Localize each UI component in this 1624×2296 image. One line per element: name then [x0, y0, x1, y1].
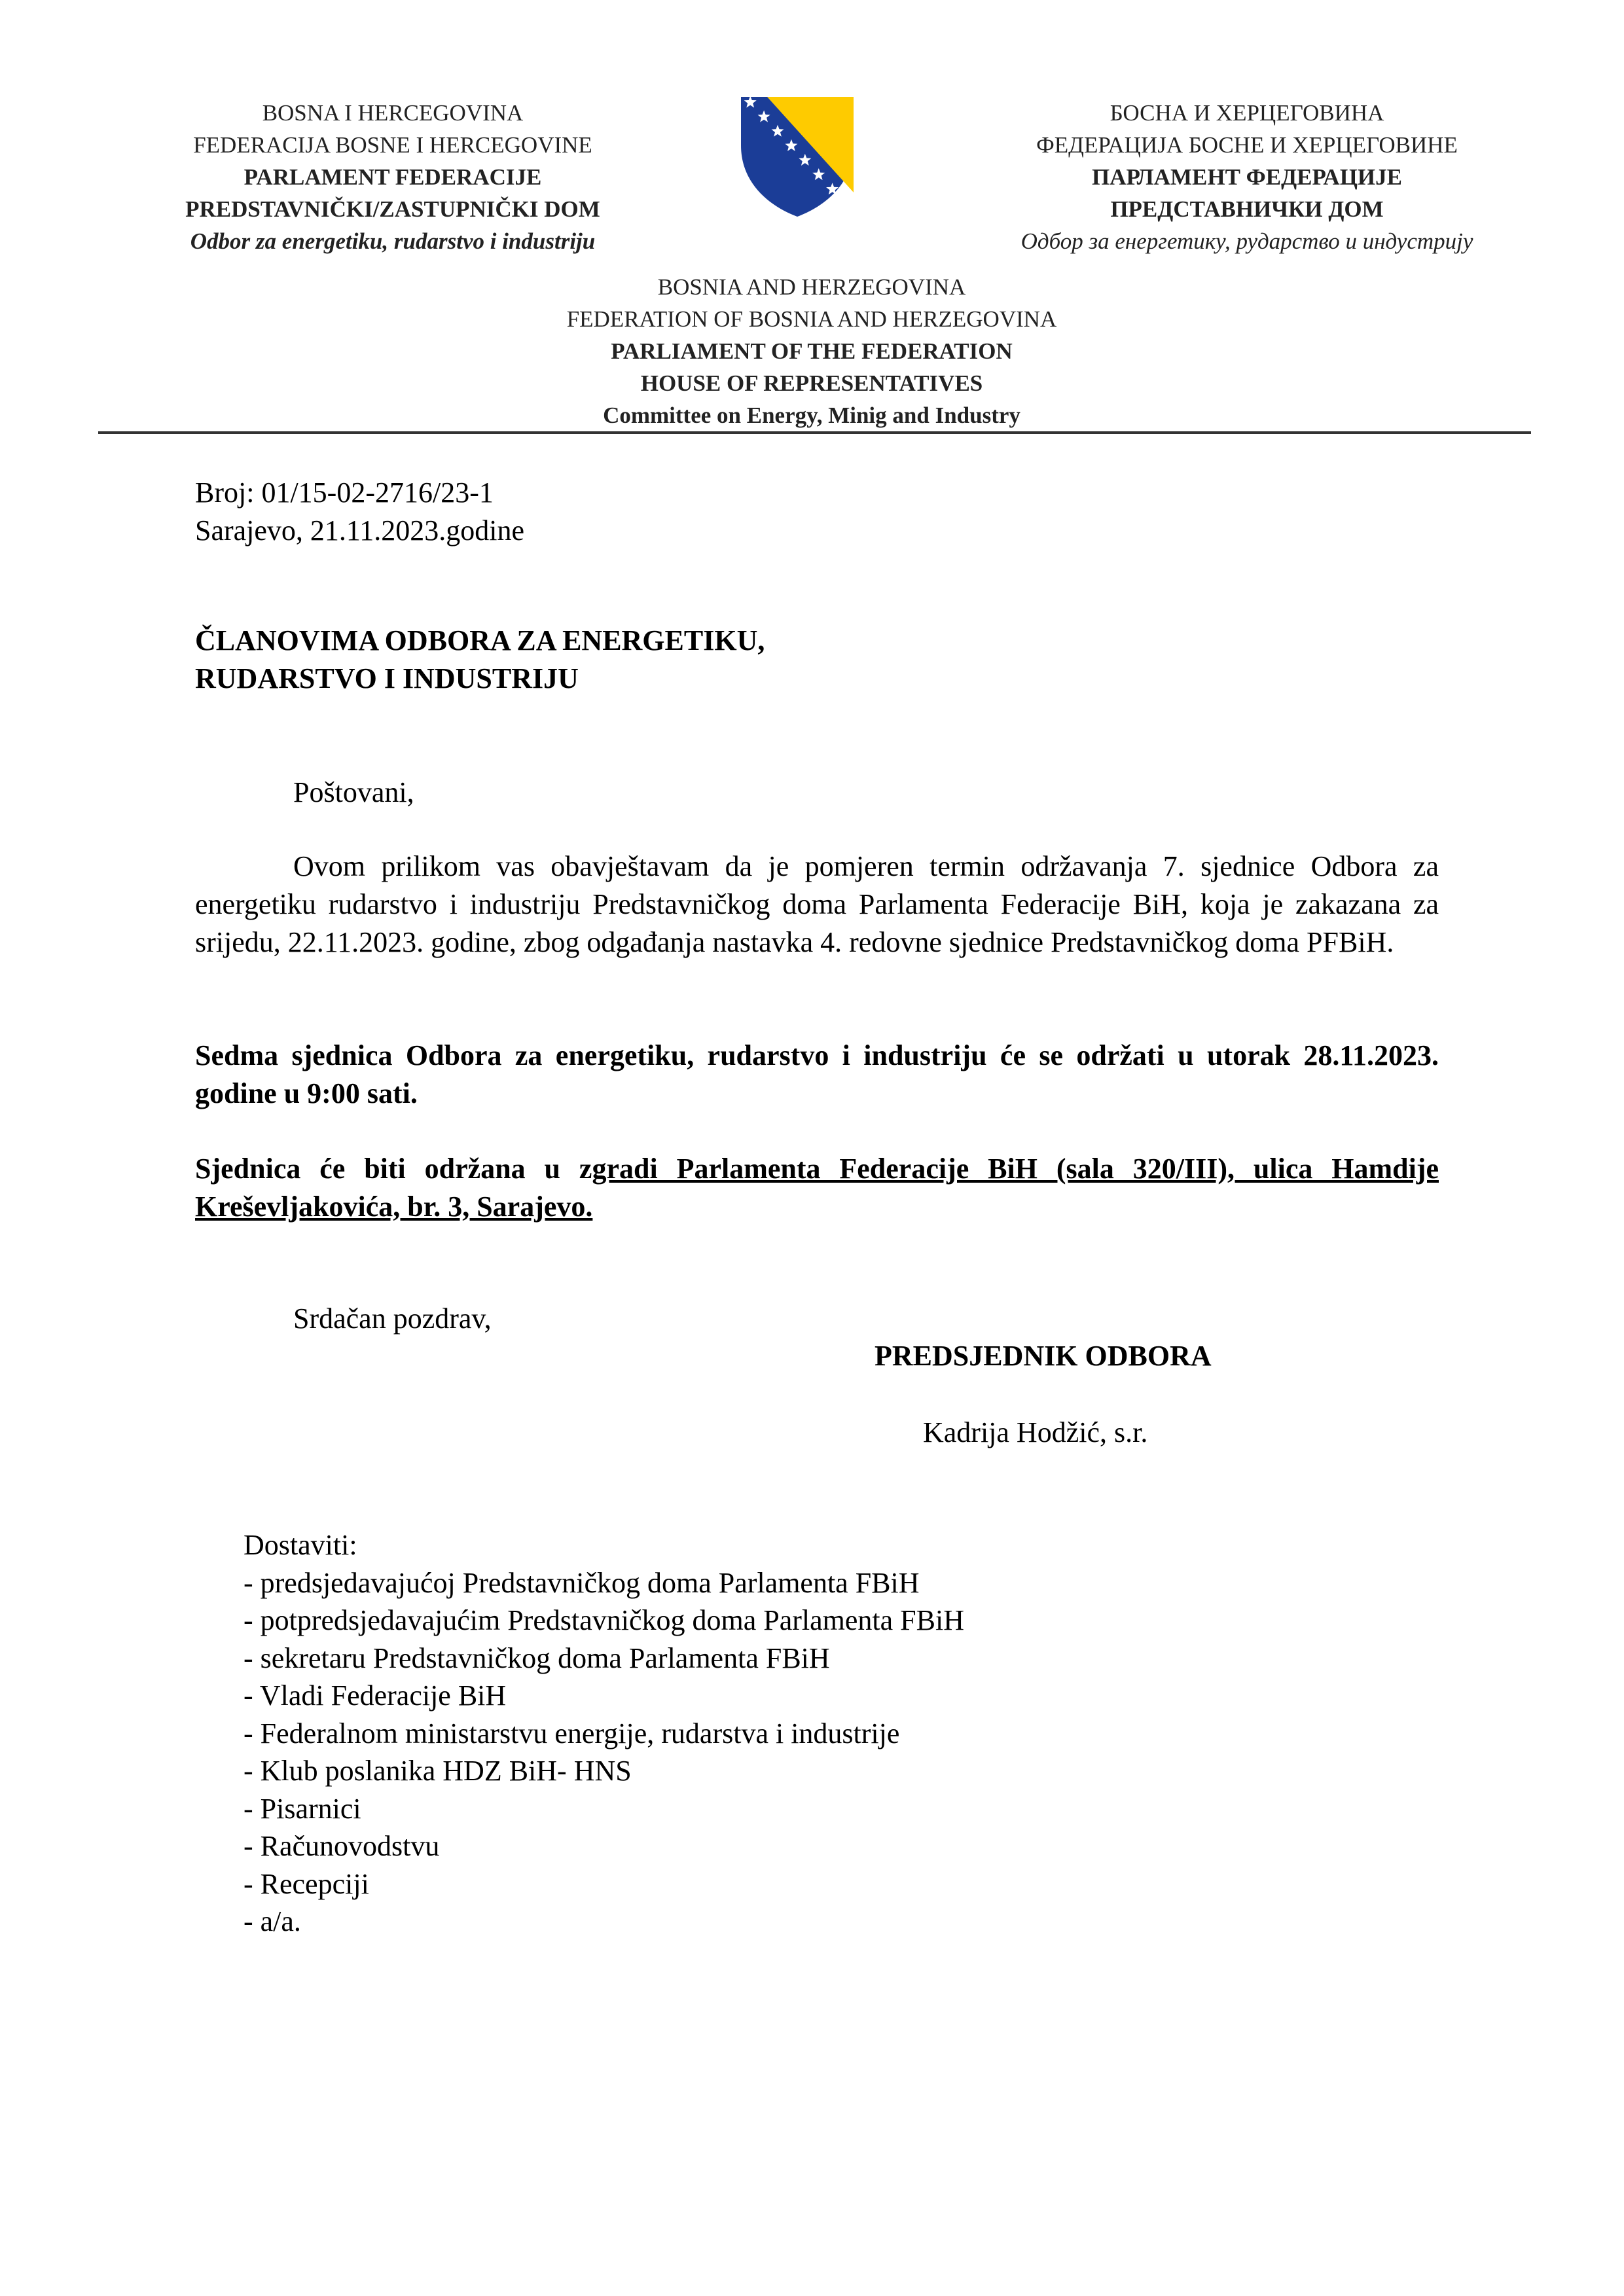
distribution-item: - potpredsjedavajućim Predstavničkog doma Parlamenta FBiH — [244, 1604, 964, 1636]
letterhead-entity-en: FEDERATION OF BOSNIA AND HERZEGOVINA — [566, 306, 1057, 332]
letterhead-committee-en: Committee on Energy, Minig and Industry — [603, 403, 1020, 428]
distribution-item: - Federalnom ministarstvu energije, rudarstva i industrije — [244, 1717, 900, 1749]
distribution-item: - a/a. — [244, 1905, 301, 1937]
reference-block — [195, 474, 524, 550]
letterhead-entity: FEDERACIJA BOSNE I HERCEGOVINE — [193, 132, 592, 158]
body-paragraph-postponement: Ovom prilikom vas obavještavam da je pomjeren termin održavanja 7. sjednice Odbora za energetiku rudarstvo i industriju Predstavničkog doma Parlamenta Federacije BiH, koja je zakazana za srijedu, 22.11.2023. godine, zbog odgađanja nastavka 4. redovne sjednice Predstavničkog doma PFBiH. — [195, 850, 1439, 958]
reference-number: Broj: 01/15-02-2716/23-1 — [195, 476, 494, 509]
letterhead-cyrillic — [936, 97, 1558, 257]
addressee-line: RUDARSTVO I INDUSTRIJU — [195, 662, 579, 694]
location-text: Sjednica će biti održana u z — [195, 1153, 592, 1185]
distribution-item: - Računovodstvu — [244, 1830, 440, 1862]
distribution-item: - sekretaru Predstavničkog doma Parlamenta FBiH — [244, 1641, 830, 1674]
addressee-line: ČLANOVIMA ODBORA ZA ENERGETIKU, — [195, 624, 765, 656]
distribution-item: - Klub poslanika HDZ BiH- HNS — [244, 1755, 632, 1787]
location-address: gradi Parlamenta Federacije BiH (sala 320/III), ulica Hamdije Kreševljakovića, br. 3, Sarajevo. — [195, 1153, 1439, 1223]
addressee — [195, 622, 765, 698]
body-paragraph-location — [195, 1150, 1439, 1226]
distribution-item: - predsjedavajućoj Predstavničkog doma Parlamenta FBiH — [244, 1566, 920, 1599]
letterhead-committee: Odbor za energetiku, rudarstvo i industriju — [190, 228, 596, 254]
closing: Srdačan pozdrav, — [293, 1302, 492, 1335]
letterhead-parliament-cyr: ПАРЛАМЕНТ ФЕДЕРАЦИЈЕ — [1092, 164, 1402, 190]
letterhead-english — [419, 271, 1204, 431]
letterhead-country-cyr: БОСНА И ХЕРЦЕГОВИНА — [1110, 100, 1384, 126]
distribution-item: - Pisarnici — [244, 1792, 361, 1825]
signature-name: Kadrija Hodžić, s.r. — [923, 1416, 1148, 1448]
signature-title: PREDSJEDNIK ODBORA — [875, 1340, 1212, 1372]
salutation: Poštovani, — [293, 776, 414, 808]
letterhead-latin — [98, 97, 687, 257]
letterhead-entity-cyr: ФЕДЕРАЦИЈА БОСНЕ И ХЕРЦЕГОВИНЕ — [1036, 132, 1458, 158]
letterhead-parliament: PARLAMENT FEDERACIJE — [244, 164, 542, 190]
letterhead-committee-cyr: Одбор за енергетику, рударство и индустрију — [1020, 228, 1473, 254]
distribution-list — [244, 1526, 964, 1941]
distribution-heading: Dostaviti: — [244, 1529, 357, 1561]
reference-date: Sarajevo, 21.11.2023.godine — [195, 514, 525, 547]
distribution-item: - Vladi Federacije BiH — [244, 1679, 507, 1712]
coat-of-arms-icon — [738, 94, 856, 219]
letterhead-house-en: HOUSE OF REPRESENTATIVES — [640, 370, 983, 396]
letterhead-country-en: BOSNIA AND HERZEGOVINA — [657, 274, 966, 300]
body-paragraph-new-date: Sedma sjednica Odbora za energetiku, rudarstvo i industriju će se održati u utorak 28.11.2023. godine u 9:00 sati. — [195, 1039, 1439, 1109]
letterhead-house-cyr: ПРЕДСТАВНИЧКИ ДОМ — [1110, 196, 1384, 222]
letterhead-country: BOSNA I HERCEGOVINA — [262, 100, 524, 126]
letterhead-house: PREDSTAVNIČKI/ZASTUPNIČKI DOM — [185, 196, 600, 222]
header-divider — [98, 431, 1531, 434]
letterhead-parliament-en: PARLIAMENT OF THE FEDERATION — [611, 338, 1013, 364]
distribution-item: - Recepciji — [244, 1867, 369, 1900]
